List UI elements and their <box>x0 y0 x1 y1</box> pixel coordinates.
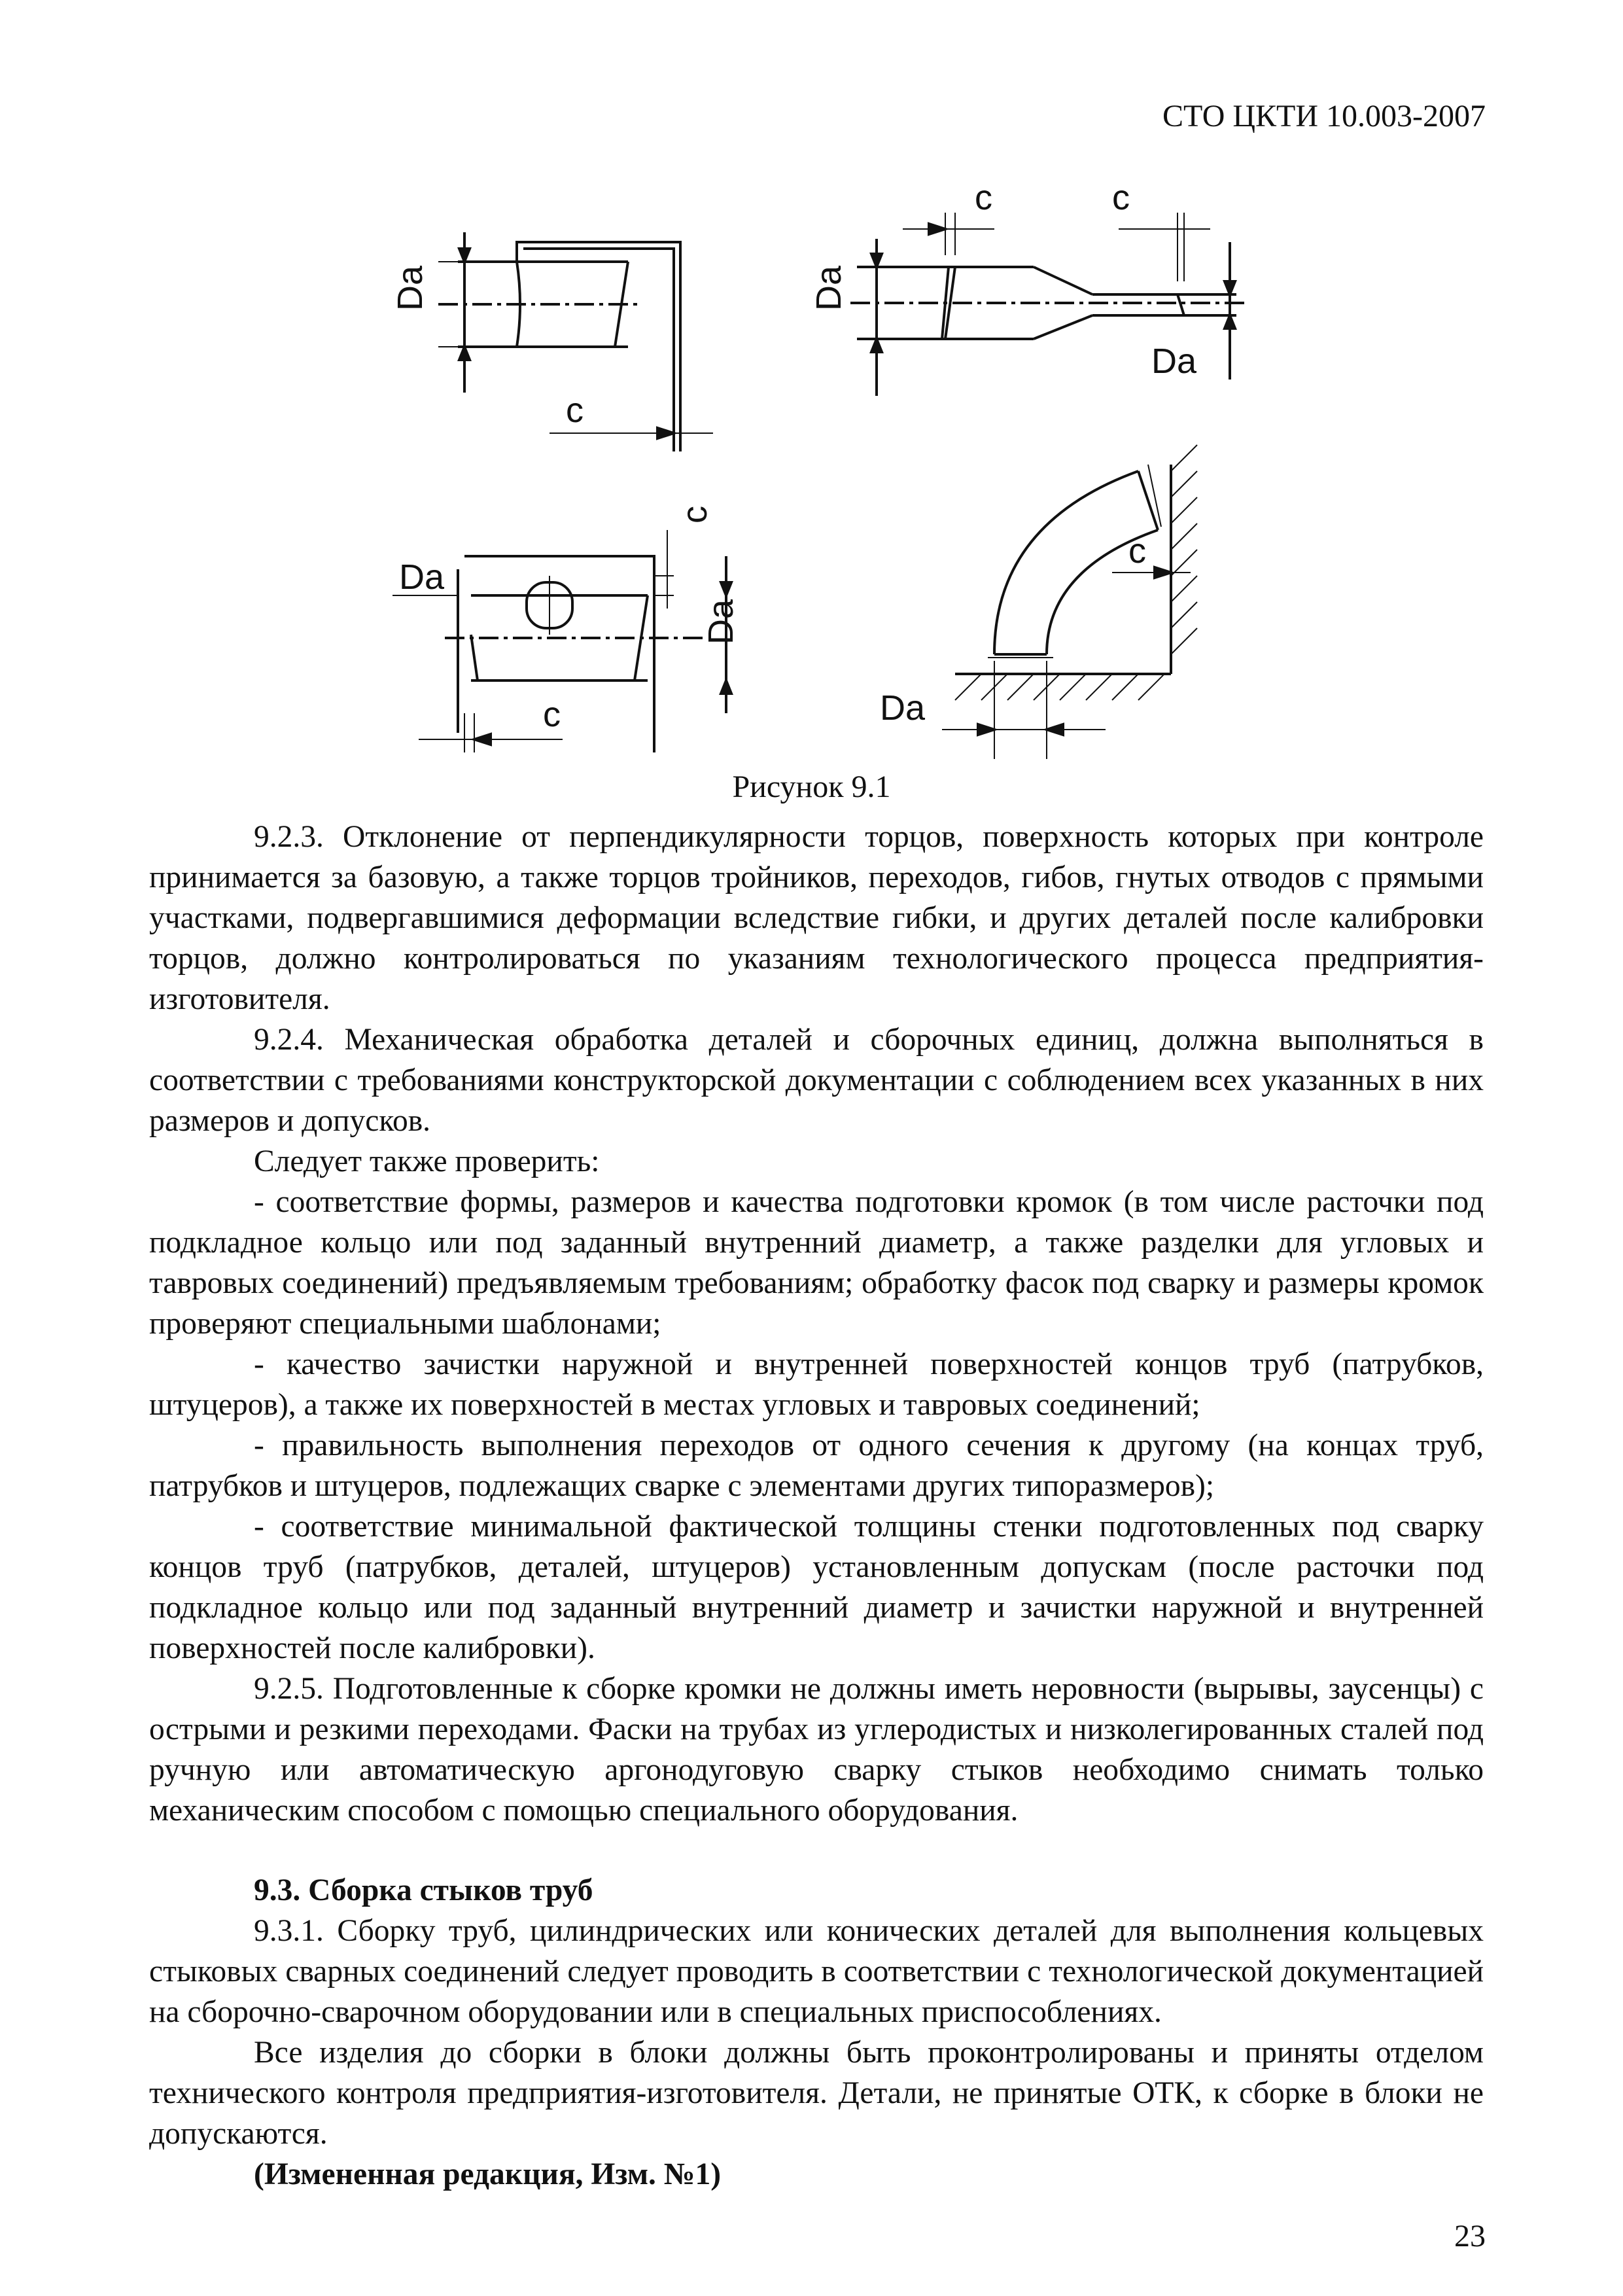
check-item-3: - правильность выполнения переходов от одного сечения к другому (на концах труб, патрубков и штуцеров, подлежащих сварке с элементами других типоразмеров); <box>149 1428 1484 1503</box>
amendment-note: (Измененная редакция, Изм. №1) <box>254 2157 722 2191</box>
label-c-6: c <box>1128 531 1146 571</box>
drawing-pipe-end-square <box>391 232 713 451</box>
paragraph-9-2-4: 9.2.4. Механическая обработка деталей и сборочных единиц, должна выполняться в соответствии с требованиями конструкторской документации с соблюдением всех указанных в них размеров и допусков. <box>149 1023 1484 1138</box>
section-heading-9-3: 9.3. Сборка стыков труб <box>254 1873 593 1907</box>
drawing-pipe-bend <box>880 445 1197 759</box>
drawing-pipe-branch <box>393 506 741 752</box>
check-item-2: - качество зачистки наружной и внутренней поверхностей концов труб (патрубков, штуцеров), а также их поверхностей в местах угловых и тавровых соединений; <box>149 1347 1484 1422</box>
paragraph-9-3-1-b: Все изделия до сборки в блоки должны быть проконтролированы и приняты отделом технического контроля предприятия-изготовителя. Детали, не принятые ОТК, к сборке в блоки не допускаются. <box>149 2036 1484 2151</box>
label-da-5: Da <box>701 599 741 645</box>
label-c-2: c <box>975 178 992 217</box>
drawing-pipe-transition <box>809 178 1249 396</box>
label-da-3: Da <box>1151 342 1197 381</box>
check-item-1: - соответствие формы, размеров и качества подготовки кромок (в том числе расточки под подкладное кольцо или под заданный внутренний диаметр, а также разделки для угловых и тавровых соединений) предъявляемым требованиям; обработку фасок под сварку и размеры кромок проверяют специальными шаблонами; <box>149 1185 1484 1341</box>
label-c-5: c <box>543 695 561 734</box>
technical-drawing <box>366 177 1256 766</box>
document-code: СТО ЦКТИ 10.003-2007 <box>1162 99 1486 133</box>
label-da-1: Da <box>391 265 430 311</box>
paragraph-9-2-3: 9.2.3. Отклонение от перпендикулярности торцов, поверхность которых при контроле принимается за базовую, а также торцов тройников, переходов, гибов, гнутых отводов с прямыми участками, подвергавшимися деформации вследствие гибки, и других деталей после калибровки торцов, должно контролироваться по указаниям технологического процесса предприятия-изготовителя. <box>149 820 1484 1016</box>
figure-caption: Рисунок 9.1 <box>732 769 891 804</box>
figure-9-1 <box>366 177 1256 769</box>
label-c-1: c <box>566 391 584 430</box>
label-da-6: Da <box>880 688 926 728</box>
paragraph-9-3-1: 9.3.1. Сборку труб, цилиндрических или конических деталей для выполнения кольцевых стыковых сварных соединений следует проводить в соответствии с технологической документацией на сборочно-сварочном оборудовании или в специальных приспособлениях. <box>149 1914 1484 2029</box>
check-item-4: - соответствие минимальной фактической толщины стенки подготовленных под сварку концов труб (патрубков, деталей, штуцеров) установленным допускам (после расточки под подкладное кольцо или под заданный внутренний диаметр и зачистки наружной и внутренней поверхностей после калибровки). <box>149 1510 1484 1665</box>
label-da-2: Da <box>809 265 848 311</box>
check-intro: Следует также проверить: <box>254 1144 600 1178</box>
label-c-3: c <box>1112 178 1130 217</box>
page-number: 23 <box>1454 2219 1486 2253</box>
label-da-4: Da <box>399 557 445 597</box>
label-c-4: c <box>675 506 714 523</box>
document-body <box>149 817 1484 2195</box>
paragraph-9-2-5: 9.2.5. Подготовленные к сборке кромки не должны иметь неровности (вырывы, заусенцы) с острыми и резкими переходами. Фаски на трубах из углеродистых и низколегированных сталей под ручную или автоматическую аргонодуговую сварку стыков необходимо снимать только механическим способом с помощью специального оборудования. <box>149 1672 1484 1828</box>
